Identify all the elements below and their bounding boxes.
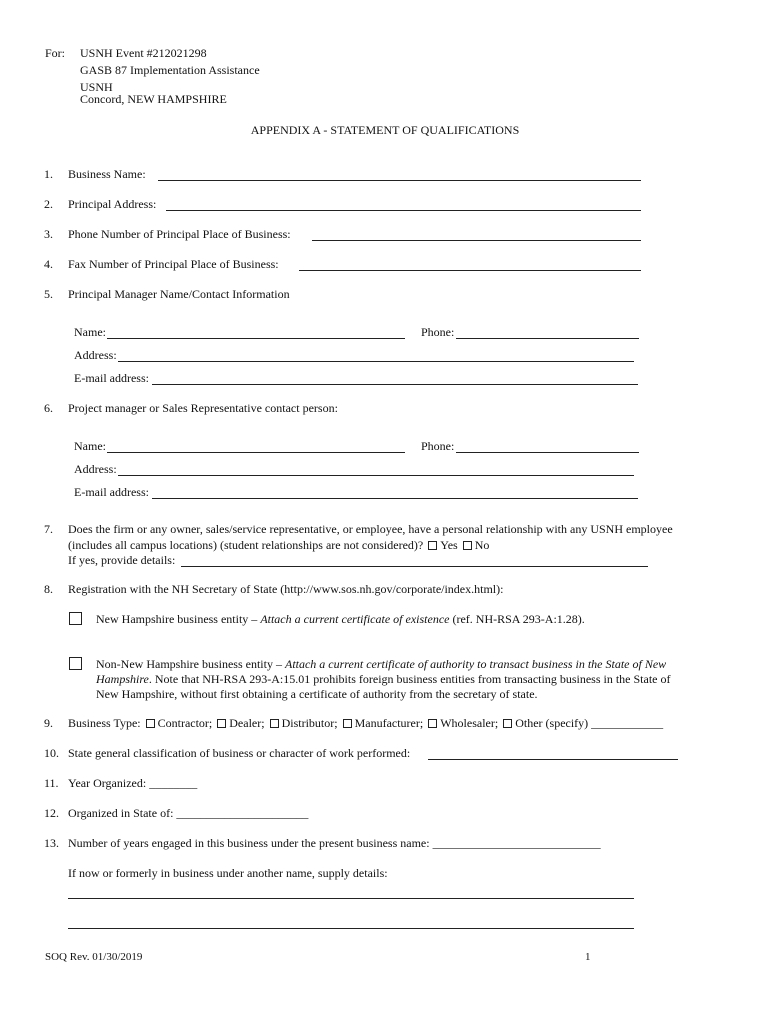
years-in-business-label: Number of years engaged in this business under the present business name: ____________________________	[68, 836, 601, 850]
manufacturer-label: Manufacturer;	[354, 716, 424, 730]
non-nh-entity-text: Non-New Hampshire business entity –	[96, 657, 282, 671]
nh-entity-option	[96, 612, 585, 627]
manager-email-field[interactable]	[152, 384, 638, 385]
dealer-label: Dealer;	[229, 716, 265, 730]
rep-phone-label: Phone:	[421, 439, 455, 453]
non-nh-entity-line2	[96, 672, 671, 687]
manager-phone-label: Phone:	[421, 325, 455, 339]
item-number: 13.	[44, 836, 59, 850]
rep-email-label: E-mail address:	[74, 485, 149, 499]
contractor-label: Contractor;	[157, 716, 213, 730]
rep-name-field[interactable]	[107, 452, 405, 453]
wholesaler-checkbox[interactable]	[428, 719, 437, 728]
nh-entity-checkbox[interactable]	[69, 612, 82, 625]
other-name-details-field-1[interactable]	[68, 898, 634, 899]
nh-entity-instruction: Attach a current certificate of existence	[260, 612, 450, 626]
no-checkbox[interactable]	[463, 541, 472, 550]
item-number: 8.	[44, 582, 53, 596]
non-nh-entity-line3: New Hampshire, without first obtaining a certificate of authority from the secretary of state.	[96, 687, 538, 701]
relationship-details-field[interactable]	[181, 566, 648, 567]
principal-address-field[interactable]	[166, 210, 641, 211]
item-number: 11.	[44, 776, 59, 790]
item-number: 12.	[44, 806, 59, 820]
manager-address-label: Address:	[74, 348, 117, 362]
principal-address-label: Principal Address:	[68, 197, 157, 211]
other-checkbox[interactable]	[503, 719, 512, 728]
phone-number-field[interactable]	[312, 240, 641, 241]
item-number: 7.	[44, 522, 53, 536]
classification-field[interactable]	[428, 759, 678, 760]
fax-number-label: Fax Number of Principal Place of Business:	[68, 257, 279, 271]
non-nh-entity-note: . Note that NH-RSA 293-A:15.01 prohibits foreign business entities from transacting business in the State of	[148, 672, 671, 686]
event-title: GASB 87 Implementation Assistance	[80, 63, 260, 77]
classification-label: State general classification of business or character of work performed:	[68, 746, 411, 760]
no-label: No	[474, 538, 490, 552]
non-nh-entity-instruction: Attach a current certificate of authority to transact business in the State of New	[284, 657, 667, 671]
item-number: 9.	[44, 716, 53, 730]
page-title: APPENDIX A - STATEMENT OF QUALIFICATIONS	[250, 123, 520, 137]
revision-footer: SOQ Rev. 01/30/2019	[45, 951, 143, 963]
organization: USNH	[80, 80, 113, 94]
rep-name-label: Name:	[74, 439, 106, 453]
business-name-label: Business Name:	[68, 167, 146, 181]
other-name-label: If now or formerly in business under another name, supply details:	[68, 866, 388, 880]
yes-label: Yes	[440, 538, 458, 552]
principal-manager-label: Principal Manager Name/Contact Information	[68, 287, 290, 301]
for-label: For:	[45, 46, 66, 60]
dealer-checkbox[interactable]	[217, 719, 226, 728]
phone-number-label: Phone Number of Principal Place of Business:	[68, 227, 291, 241]
nh-entity-text: New Hampshire business entity –	[96, 612, 258, 626]
relationship-question-line2: (includes all campus locations) (student relationships are not considered)?	[68, 538, 424, 552]
yes-checkbox[interactable]	[428, 541, 437, 550]
project-manager-label: Project manager or Sales Representative contact person:	[68, 401, 338, 415]
item-number: 3.	[44, 227, 53, 241]
non-nh-entity-option	[96, 657, 666, 672]
non-nh-entity-instruction-cont: Hampshire	[96, 672, 149, 686]
registration-label: Registration with the NH Secretary of State (http://www.sos.nh.gov/corporate/index.html):	[68, 582, 504, 596]
item-number: 10.	[44, 746, 59, 760]
year-organized-label: Year Organized: ________	[68, 776, 198, 790]
business-type-row	[68, 716, 663, 731]
other-name-details-field-2[interactable]	[68, 928, 634, 929]
contractor-checkbox[interactable]	[146, 719, 155, 728]
distributor-checkbox[interactable]	[270, 719, 279, 728]
rep-email-field[interactable]	[152, 498, 638, 499]
rep-phone-field[interactable]	[456, 452, 639, 453]
manager-address-field[interactable]	[118, 361, 634, 362]
business-name-field[interactable]	[158, 180, 641, 181]
rep-address-label: Address:	[74, 462, 117, 476]
item-number: 2.	[44, 197, 53, 211]
distributor-label: Distributor;	[281, 716, 338, 730]
manufacturer-checkbox[interactable]	[343, 719, 352, 728]
location: Concord, NEW HAMPSHIRE	[80, 92, 227, 106]
manager-email-label: E-mail address:	[74, 371, 149, 385]
page-number: 1	[585, 951, 591, 963]
manager-name-field[interactable]	[107, 338, 405, 339]
rep-address-field[interactable]	[118, 475, 634, 476]
nh-entity-reference: (ref. NH-RSA 293-A:1.28).	[452, 612, 585, 626]
item-number: 5.	[44, 287, 53, 301]
other-label: Other (specify) ____________	[515, 716, 664, 730]
event-number: USNH Event #212021298	[80, 46, 207, 60]
organized-state-label: Organized in State of: ______________________	[68, 806, 309, 820]
manager-name-label: Name:	[74, 325, 106, 339]
wholesaler-label: Wholesaler;	[440, 716, 499, 730]
item-number: 6.	[44, 401, 53, 415]
non-nh-entity-checkbox[interactable]	[69, 657, 82, 670]
fax-number-field[interactable]	[299, 270, 641, 271]
manager-phone-field[interactable]	[456, 338, 639, 339]
business-type-label: Business Type:	[68, 716, 141, 730]
relationship-question: Does the firm or any owner, sales/service representative, or employee, have a personal relationship with any USNH employee	[68, 522, 673, 536]
item-number: 1.	[44, 167, 53, 181]
item-number: 4.	[44, 257, 53, 271]
relationship-question-cont	[68, 538, 489, 553]
relationship-details-label: If yes, provide details:	[68, 553, 176, 567]
